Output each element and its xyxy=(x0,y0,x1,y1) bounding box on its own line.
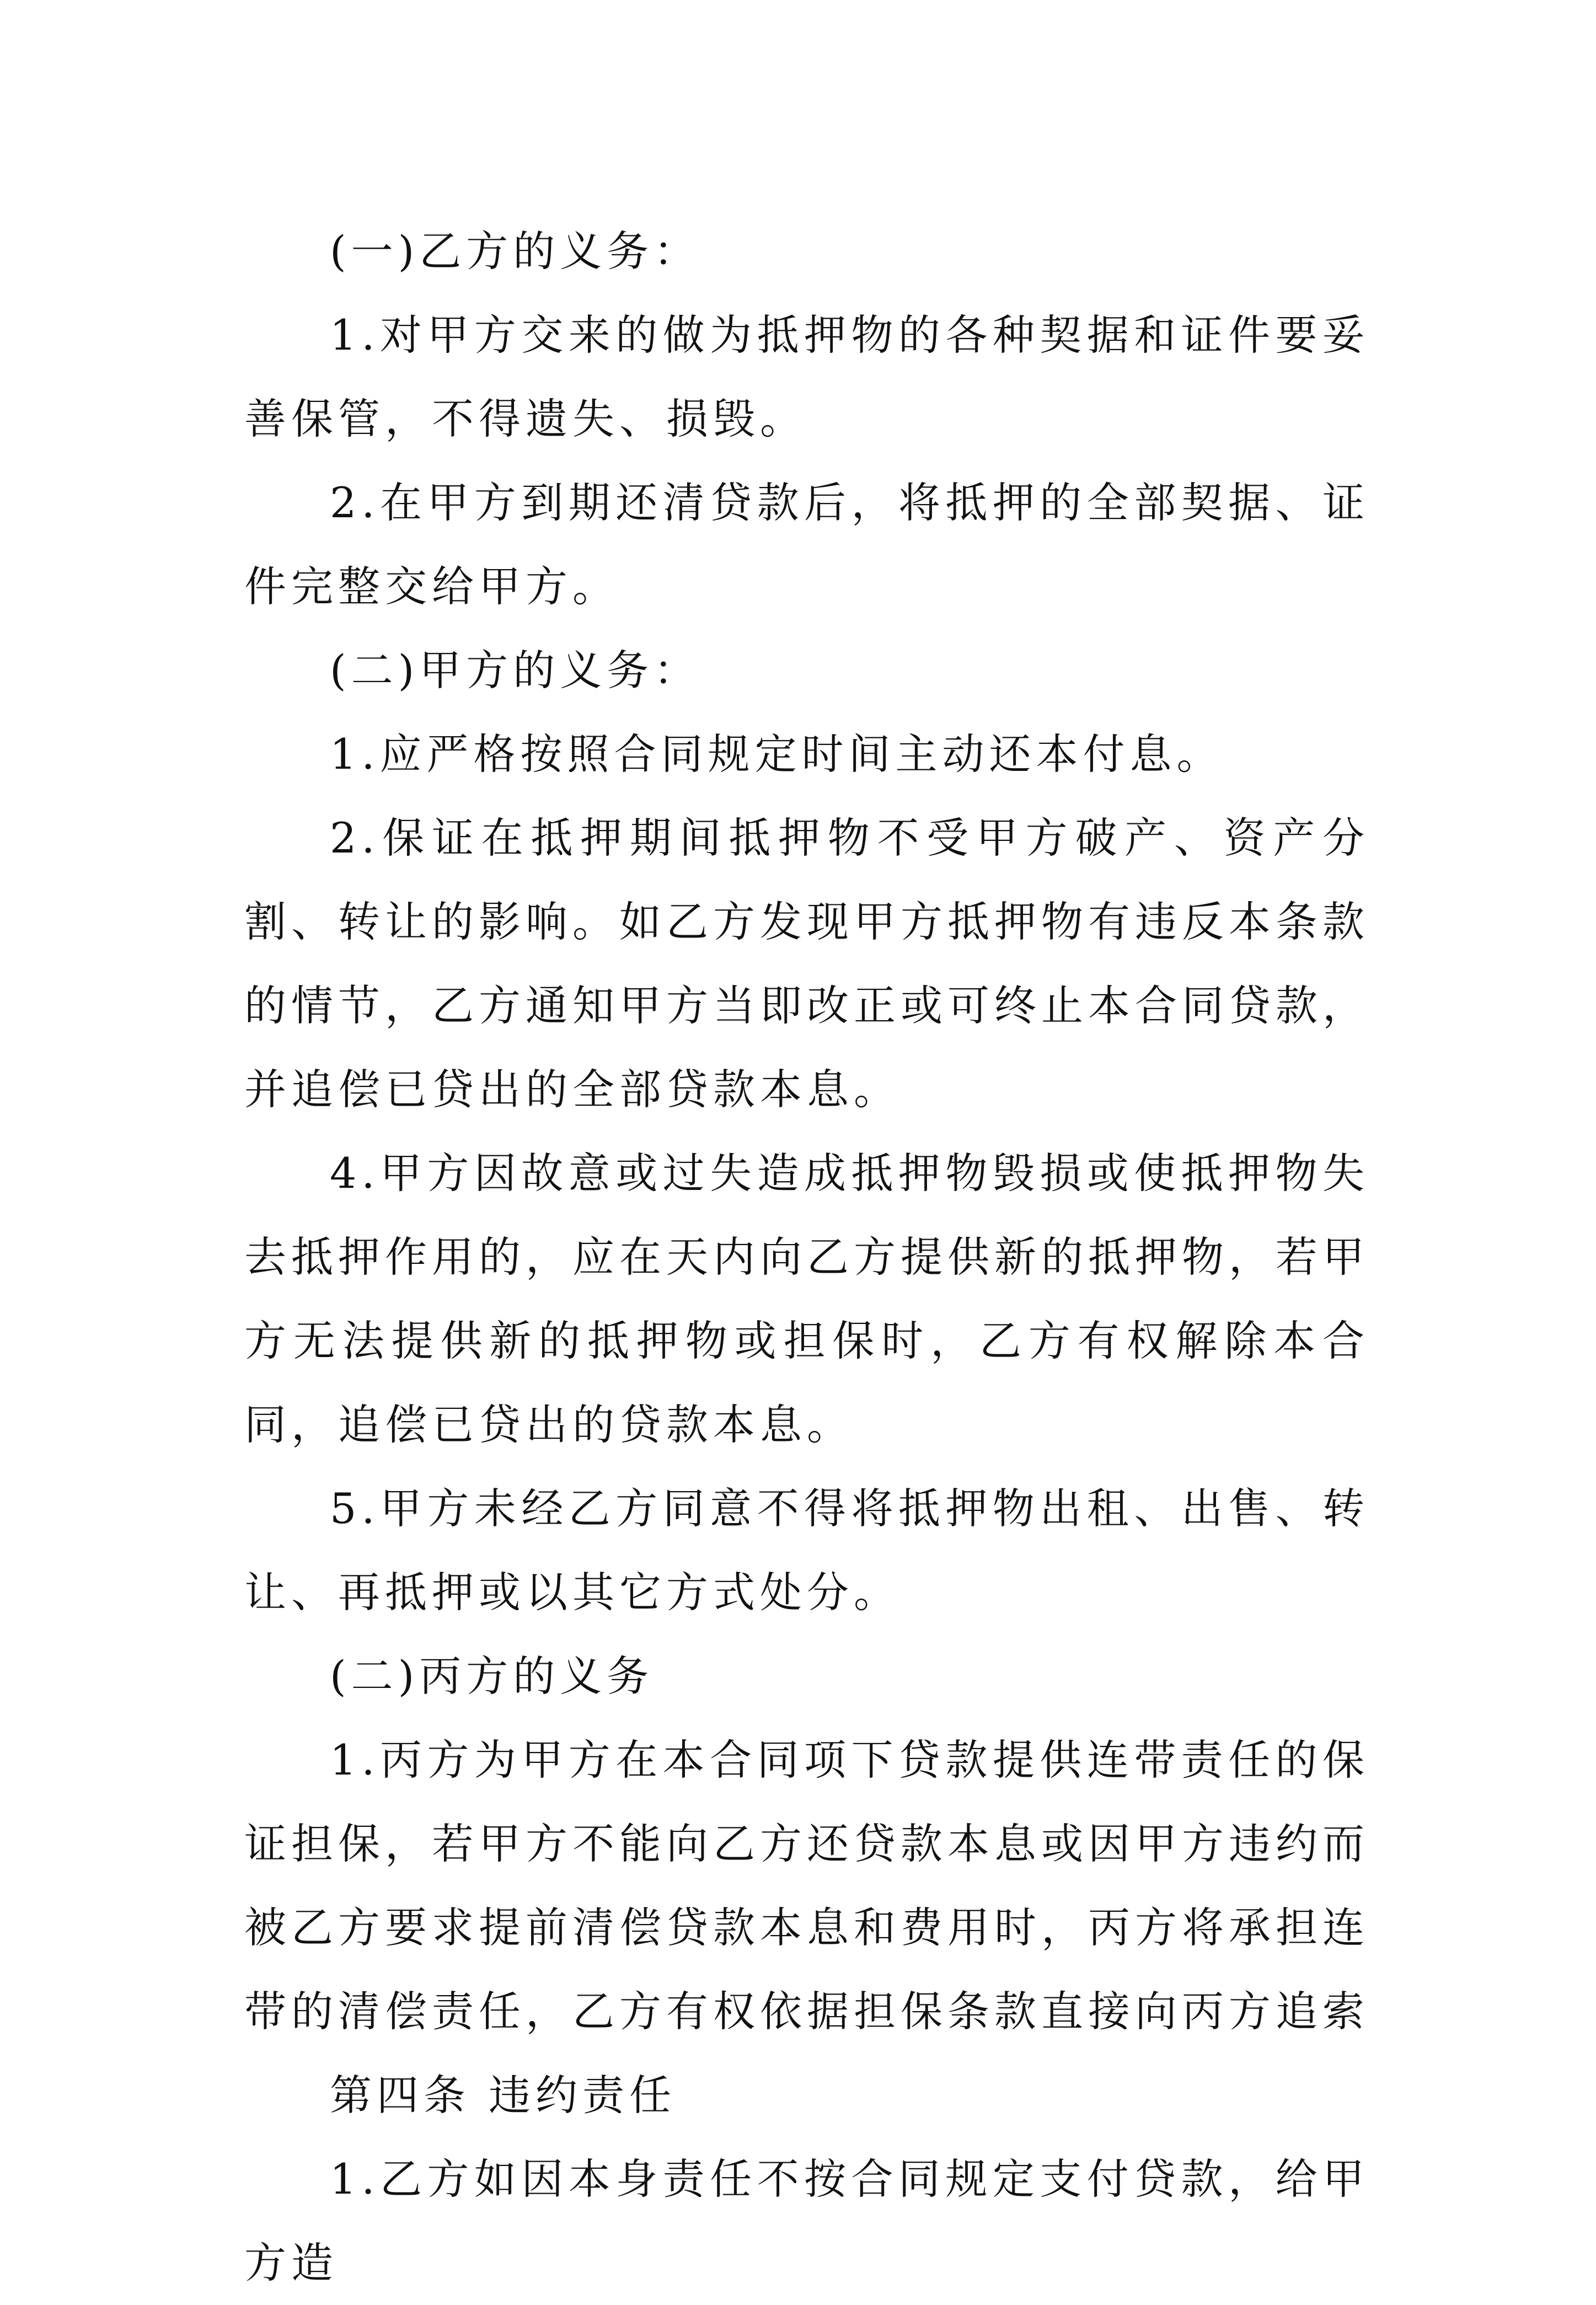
paragraph: 1.对甲方交来的做为抵押物的各种契据和证件要妥善保管，不得遗失、损毁。 xyxy=(244,310,1369,443)
section-heading-party-b-obligations: (一)乙方的义务： xyxy=(330,227,701,276)
paragraph: 1.乙方如因本身责任不按合同规定支付贷款，给甲方造 xyxy=(244,2154,1369,2287)
section-heading-party-c-obligations: (二)丙方的义务 xyxy=(330,1652,654,1701)
paragraph: 1.应严格按照合同规定时间主动还本付息。 xyxy=(330,730,1224,779)
paragraph: 1.丙方为甲方在本合同项下贷款提供连带责任的保证担保，若甲方不能向乙方还贷款本息或因甲方违约而被乙方要求提前清偿贷款本息和费用时，丙方将承担连带的清偿责任，乙方有权依据担保条款直接向丙方追索 xyxy=(244,1735,1369,2036)
paragraph: 5.甲方未经乙方同意不得将抵押物出租、出售、转让、再抵押或以其它方式处分。 xyxy=(244,1484,1369,1617)
paragraph: 2.保证在抵押期间抵押物不受甲方破产、资产分割、转让的影响。如乙方发现甲方抵押物有违反本条款的情节，乙方通知甲方当即改正或可终止本合同贷款，并追偿已贷出的全部贷款本息。 xyxy=(244,813,1369,1114)
article-heading: 第四条 违约责任 xyxy=(330,2071,677,2120)
paragraph: 2.在甲方到期还清贷款后，将抵押的全部契据、证件完整交给甲方。 xyxy=(244,478,1369,611)
section-heading-party-a-obligations: (二)甲方的义务： xyxy=(330,646,701,695)
paragraph: 4.甲方因故意或过失造成抵押物毁损或使抵押物失去抵押作用的，应在天内向乙方提供新的抵押物，若甲方无法提供新的抵押物或担保时，乙方有权解除本合同，追偿已贷出的贷款本息。 xyxy=(244,1149,1369,1449)
document-body xyxy=(244,210,1369,2305)
